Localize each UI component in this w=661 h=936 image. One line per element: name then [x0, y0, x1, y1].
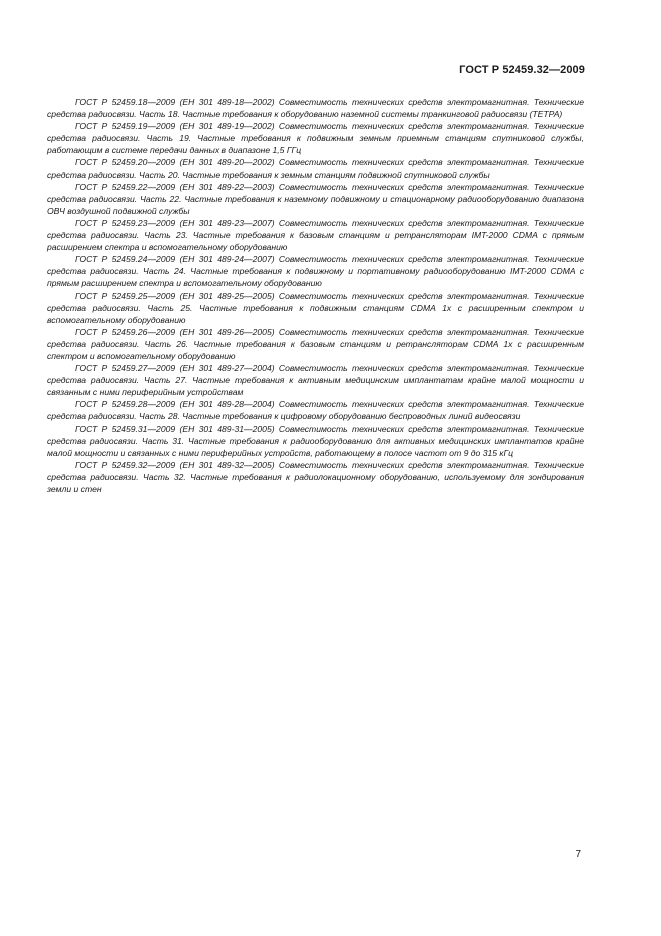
reference-item: ГОСТ Р 52459.20—2009 (ЕН 301 489-20—2002) Совместимость технических средств электромагнитная. Технические средства радиосвязи. Часть 20. Частные требования к земным станциям подвижной спутниковой службы	[47, 157, 584, 180]
page-number: 7	[575, 849, 581, 860]
reference-item: ГОСТ Р 52459.19—2009 (ЕН 301 489-19—2002) Совместимость технических средств электромагнитная. Технические средства радиосвязи. Часть 19. Частные требования к подвижным земным приемным станциям спутниковой службы, работающим в системе передачи данных в диапазоне 1,5 ГГц	[47, 121, 584, 156]
normative-references-list	[47, 96, 584, 495]
reference-item: ГОСТ Р 52459.18—2009 (ЕН 301 489-18—2002) Совместимость технических средств электромагнитная. Технические средства радиосвязи. Часть 18. Частные требования к оборудованию наземной системы транкинговой радиосвязи (TETPA)	[47, 97, 584, 120]
reference-item: ГОСТ Р 52459.31—2009 (ЕН 301 489-31—2005) Совместимость технических средств электромагнитная. Технические средства радиосвязи. Часть 31. Частные требования к радиооборудованию для активных медицинских имплантатов крайне малой мощности и связанных с ними периферийных устройств, работающему в полосе частот от 9 до 315 кГц	[47, 423, 584, 458]
reference-item: ГОСТ Р 52459.32—2009 (ЕН 301 489-32—2005) Совместимость технических средств электромагнитная. Технические средства радиосвязи. Часть 32. Частные требования к радиолокационному оборудованию, используемому для зондирования земли и стен	[47, 459, 584, 494]
reference-item: ГОСТ Р 52459.28—2009 (ЕН 301 489-28—2004) Совместимость технических средств электромагнитная. Технические средства радиосвязи. Часть 28. Частные требования к цифровому оборудованию беспроводных линий видеосвязи	[47, 399, 584, 422]
reference-item: ГОСТ Р 52459.26—2009 (ЕН 301 489-26—2005) Совместимость технических средств электромагнитная. Технические средства радиосвязи. Часть 26. Частные требования к базовым станциям и ретрансляторам CDMA 1x с расширенным спектром и вспомогательному оборудованию	[47, 326, 584, 361]
reference-item: ГОСТ Р 52459.27—2009 (ЕН 301 489-27—2004) Совместимость технических средств электромагнитная. Технические средства радиосвязи. Часть 27. Частные требования к активным медицинским имплантатам крайне малой мощности и связанным с ними периферийным устройствам	[47, 363, 584, 398]
document-id-header: ГОСТ Р 52459.32—2009	[459, 64, 585, 76]
reference-item: ГОСТ Р 52459.25—2009 (ЕН 301 489-25—2005) Совместимость технических средств электромагнитная. Технические средства радиосвязи. Часть 25. Частные требования к подвижным станциям CDMA 1x с расширенным спектром и вспомогательному оборудованию	[47, 290, 584, 325]
reference-item: ГОСТ Р 52459.23—2009 (ЕН 301 489-23—2007) Совместимость технических средств электромагнитная. Технические средства радиосвязи. Часть 23. Частные требования к базовым станциям и ретрансляторам IMT-2000 CDMA с прямым расширением спектра и вспомогательному оборудованию	[47, 217, 584, 253]
reference-item: ГОСТ Р 52459.24—2009 (ЕН 301 489-24—2007) Совместимость технических средств электромагнитная. Технические средства радиосвязи. Часть 24. Частные требования к подвижному и портативному радиооборудованию IMT-2000 CDMA с прямым расширением спектра и вспомогательному оборудованию	[47, 254, 584, 289]
reference-item: ГОСТ Р 52459.22—2009 (ЕН 301 489-22—2003) Совместимость технических средств электромагнитная. Технические средства радиосвязи. Часть 22. Частные требования к наземному подвижному и стационарному радиооборудованию диапазона ОВЧ воздушной подвижной службы	[47, 181, 584, 216]
